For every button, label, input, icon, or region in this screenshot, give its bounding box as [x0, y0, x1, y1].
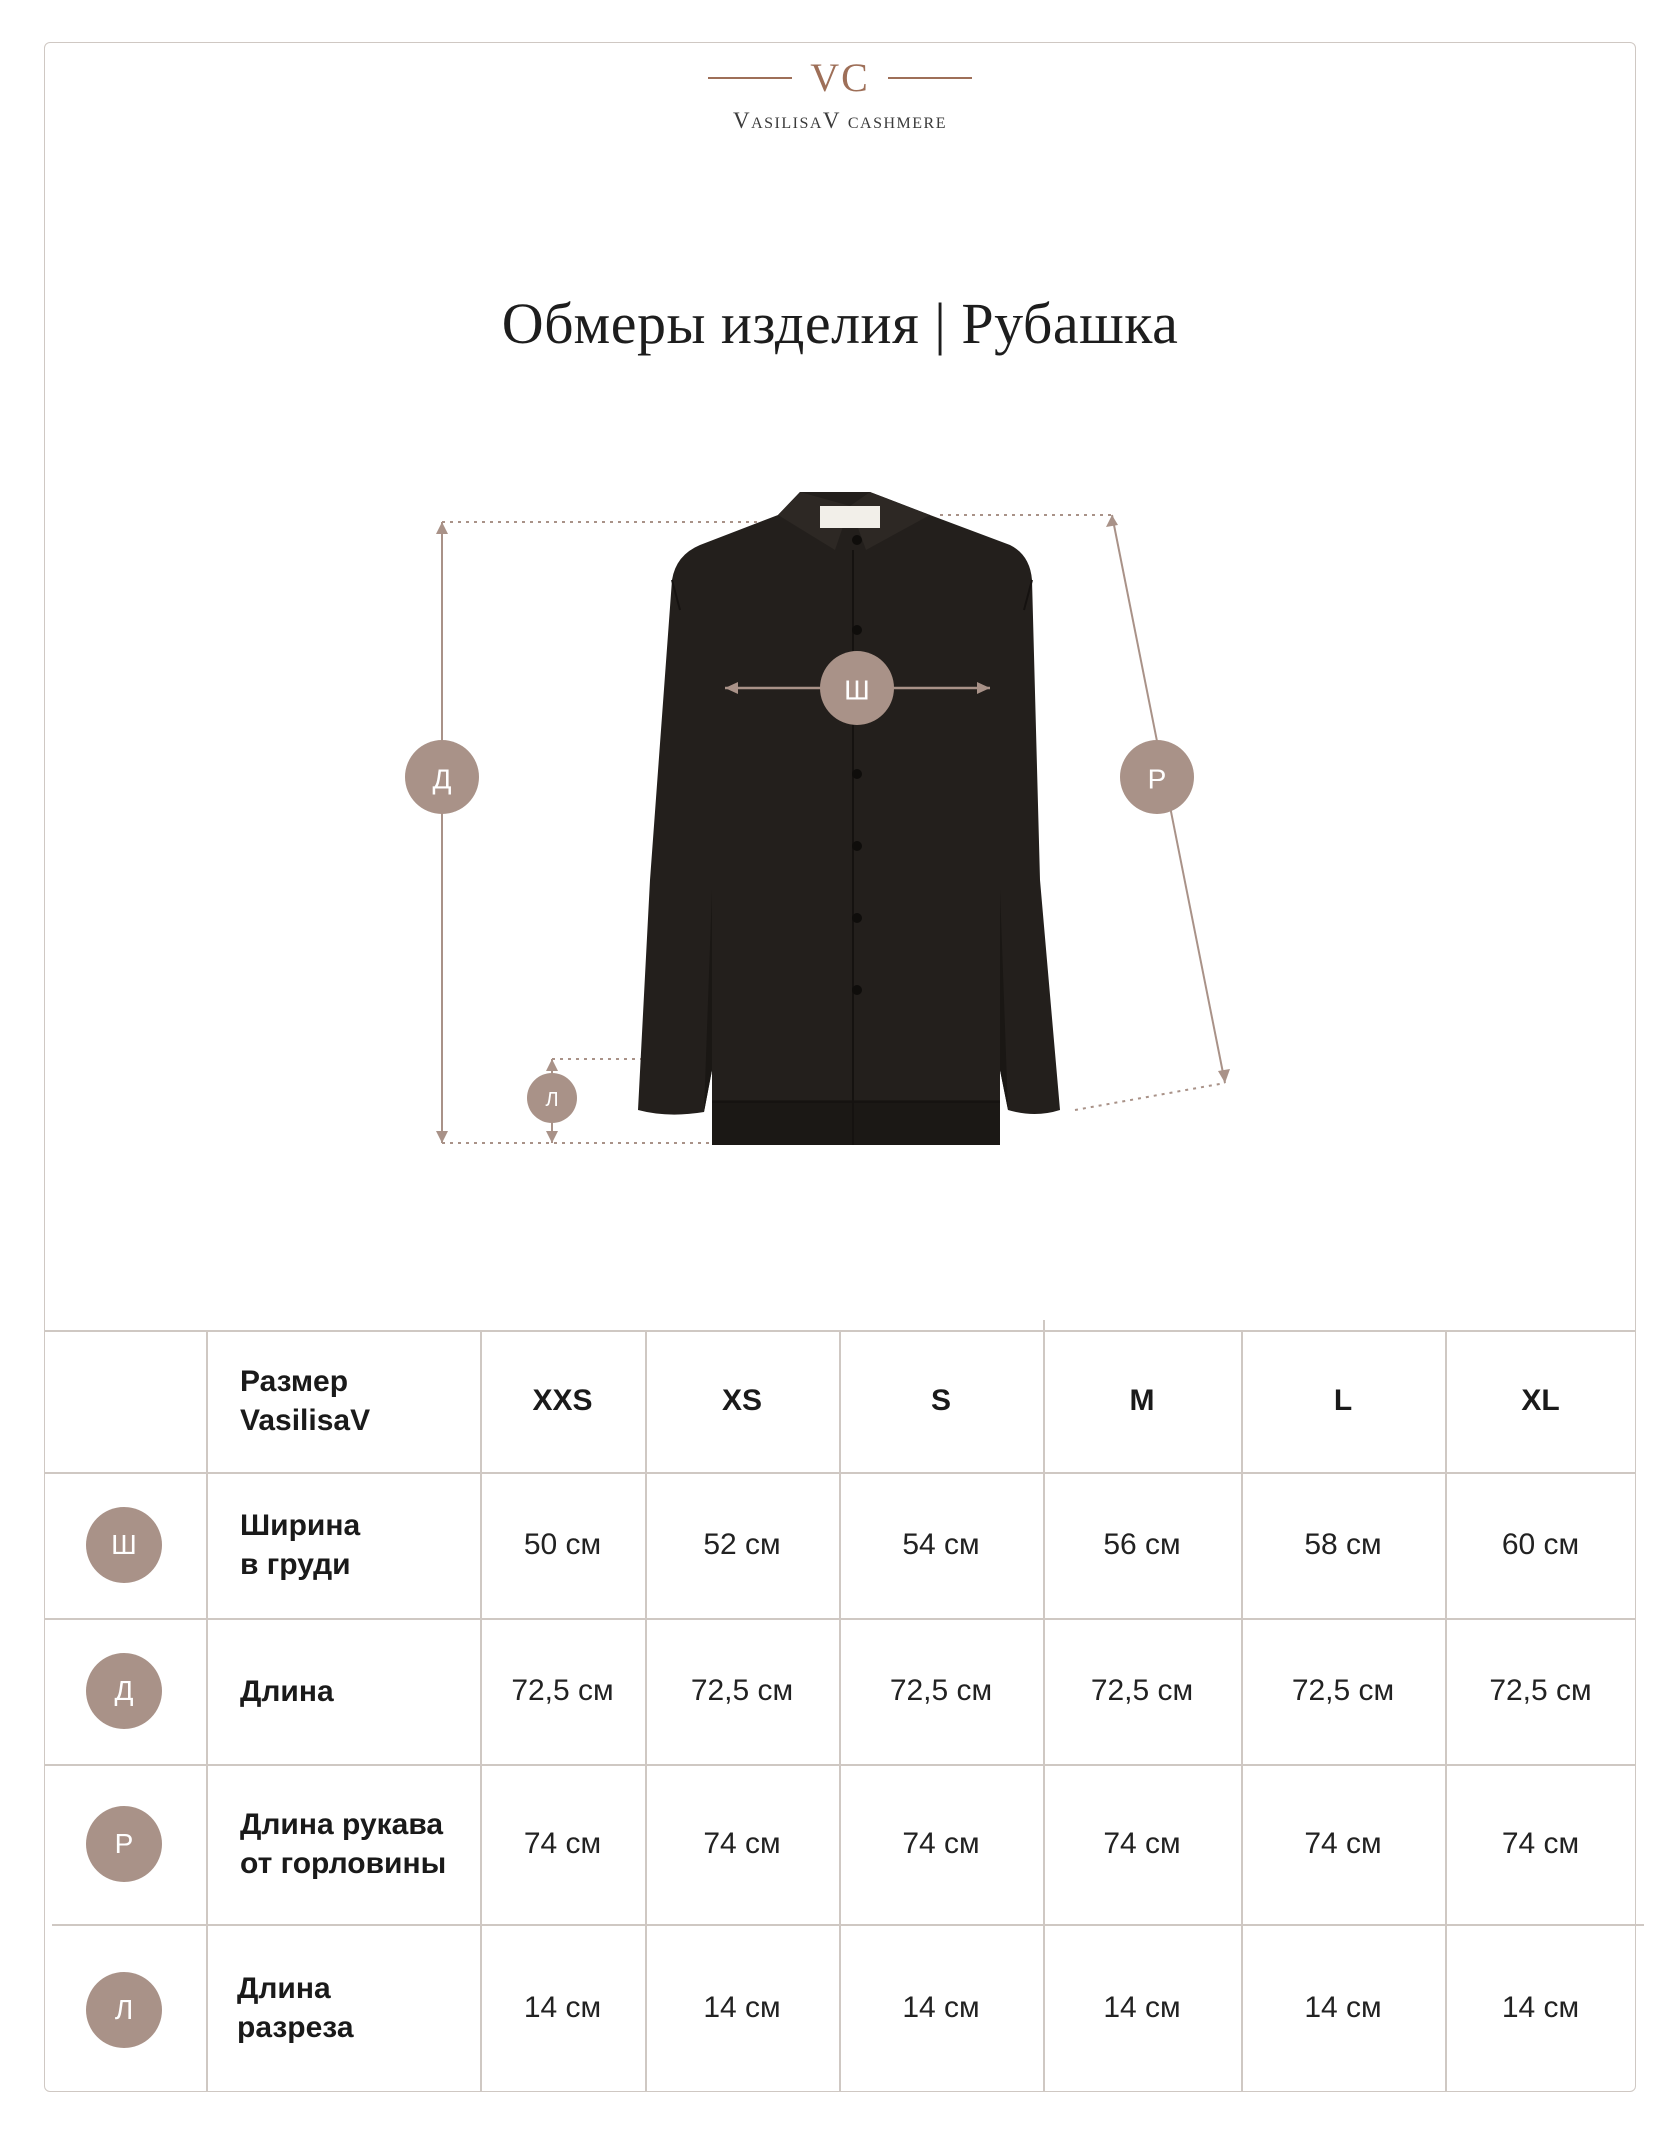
marker-length: [405, 740, 479, 814]
logo-mark: [0, 55, 1680, 100]
table-cell: 14 см: [1501, 1991, 1580, 2024]
size-header-xs: XS: [721, 1384, 763, 1417]
size-header-xl: XL: [1521, 1384, 1560, 1417]
table-cell: 52 см: [703, 1528, 781, 1561]
row-label-sleeve: [240, 1764, 480, 1924]
logo-rule-left: [708, 77, 792, 79]
size-header-m: M: [1129, 1384, 1155, 1417]
marker-slit-label: Л: [545, 1089, 559, 1111]
size-header-s: S: [930, 1384, 951, 1417]
marker-width: [820, 651, 894, 725]
table-cell: 74 см: [523, 1827, 602, 1860]
table-cell: 14 см: [523, 1991, 602, 2024]
sleeve-arrow-top: [1106, 515, 1118, 527]
table-cell: 74 см: [1501, 1827, 1580, 1860]
size-header-xxs: XXS: [532, 1384, 593, 1417]
table-cell: 74 см: [902, 1827, 980, 1860]
row-label-sleeve-line2: от горловины: [240, 1847, 447, 1880]
header-size-label: [240, 1330, 480, 1472]
size-table: [44, 1330, 1636, 2092]
marker-sleeve-label: Р: [1147, 763, 1167, 795]
table-cell: 74 см: [1103, 1827, 1181, 1860]
table-cell: 14 см: [902, 1991, 980, 2024]
table-cell: 60 см: [1501, 1528, 1580, 1561]
table-cell: 50 см: [523, 1528, 602, 1561]
row-label-length: [240, 1618, 480, 1764]
row-label-slit-line2: разреза: [237, 2011, 354, 2044]
header-size-label-line2: VasilisaV: [240, 1404, 371, 1437]
header-size-label-line1: Размер: [240, 1365, 349, 1398]
marker-width-label: Ш: [844, 674, 870, 706]
size-header-l: L: [1333, 1384, 1353, 1417]
sleeve-arrow-bottom: [1218, 1069, 1230, 1083]
table-cell: 56 см: [1103, 1528, 1181, 1561]
table-cell: 72,5 см: [1291, 1674, 1395, 1707]
table-cell: 72,5 см: [1090, 1674, 1194, 1707]
table-cell: 72,5 см: [690, 1674, 794, 1707]
marker-sleeve: [1120, 740, 1194, 814]
row-label-slit: [237, 1924, 477, 2092]
row-label-length-line1: Длина: [240, 1674, 334, 1708]
brand-name: VasilisaV cashmere: [732, 108, 947, 133]
row-label-width-line2: в груди: [240, 1548, 351, 1581]
length-arrow-top: [436, 522, 448, 534]
table-cell: 74 см: [1304, 1827, 1382, 1860]
row-marker-width: Ш: [86, 1507, 162, 1583]
logo-rule-right: [888, 77, 972, 79]
table-cell: 72,5 см: [511, 1674, 614, 1707]
table-cell: 54 см: [902, 1528, 980, 1561]
row-label-width-line1: Ширина: [240, 1509, 361, 1542]
table-cell: 58 см: [1304, 1528, 1382, 1561]
logo-monogram: VC: [810, 55, 870, 100]
slit-arrow-top: [546, 1059, 558, 1071]
row-label-sleeve-line1: Длина рукава: [240, 1808, 444, 1841]
shirt-illustration: [0, 470, 1680, 1170]
table-cell: 72,5 см: [1489, 1674, 1592, 1707]
row-label-width: [240, 1472, 480, 1618]
slit-arrow-bottom: [546, 1131, 558, 1143]
row-marker-sleeve: Р: [86, 1806, 162, 1882]
row-label-slit-line1: Длина: [237, 1972, 331, 2005]
table-cell: 14 см: [1304, 1991, 1382, 2024]
brand-logo: [0, 55, 1680, 134]
row-marker-slit: Л: [86, 1972, 162, 2048]
measurement-diagram: [0, 470, 1680, 1170]
table-cell: 74 см: [703, 1827, 781, 1860]
row-marker-length: Д: [86, 1653, 162, 1729]
table-col-rule: [206, 1330, 208, 2092]
marker-slit: [527, 1073, 577, 1123]
shirt-body: [638, 492, 1060, 1145]
table-cell: 14 см: [703, 1991, 781, 2024]
table-cell: 72,5 см: [889, 1674, 993, 1707]
marker-length-label: Д: [432, 763, 452, 795]
length-arrow-bottom: [436, 1131, 448, 1143]
page-title: Обмеры изделия | Рубашка: [501, 291, 1179, 356]
sleeve-bottom-guide: [1075, 1083, 1225, 1110]
table-cell: 14 см: [1103, 1991, 1181, 2024]
